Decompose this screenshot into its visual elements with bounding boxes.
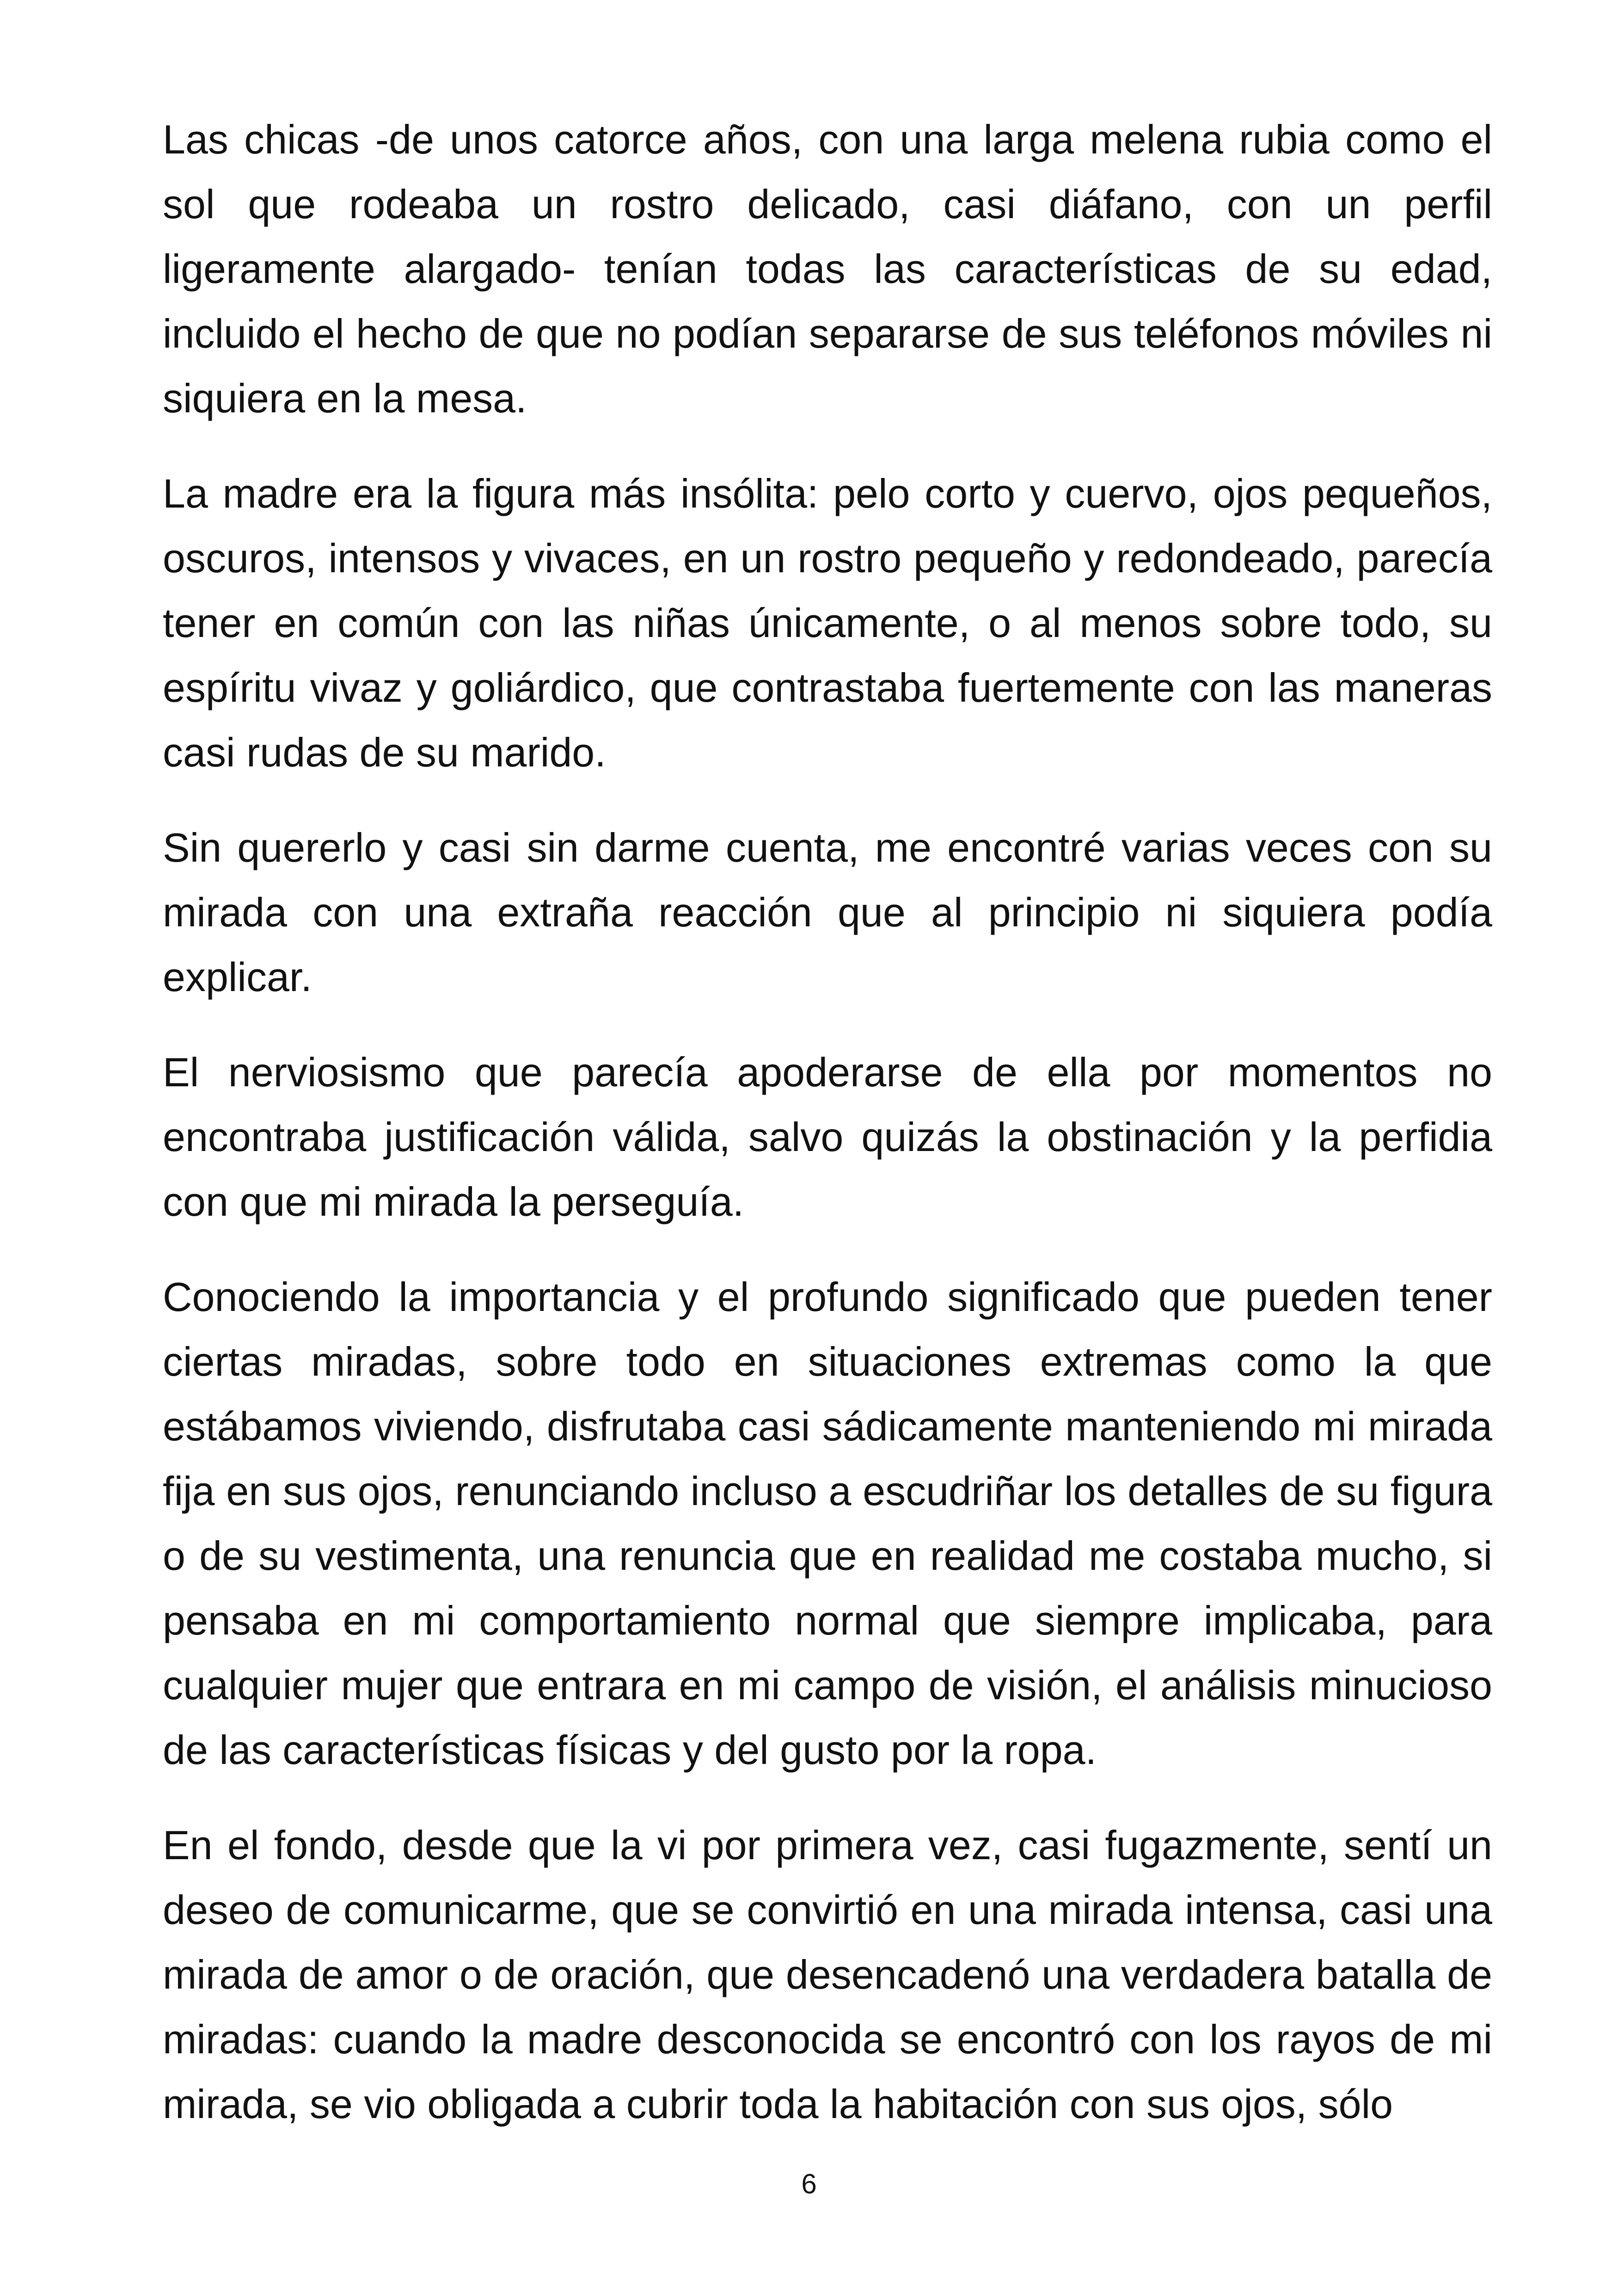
paragraph-2: La madre era la figura más insólita: pelo corto y cuervo, ojos pequeños, oscuros, intensos y vivaces, en un rostro pequeño y redondeado, parecía tener en común con las niñas únicamente, o al menos sobre todo, su espíritu vivaz y goliárdico, que contrastaba fuertemente con las maneras casi rudas de su marido. [163,471,1492,775]
paragraph-3: Sin quererlo y casi sin darme cuenta, me encontré varias veces con su mirada con una extraña reacción que al principio ni siquiera podía explicar. [163,825,1492,1000]
paragraph-1: Las chicas -de unos catorce años, con una larga melena rubia como el sol que rodeaba un rostro delicado, casi diáfano, con un perfil ligeramente alargado- tenían todas las características de su edad, incluido el hecho de que no podían separarse de sus teléfonos móviles ni siquiera en la mesa. [163,116,1492,421]
paragraph-4: El nerviosismo que parecía apoderarse de ella por momentos no encontraba justificación válida, salvo quizás la obstinación y la perfidia con que mi mirada la perseguía. [163,1049,1492,1225]
paragraph-5: Conociendo la importancia y el profundo significado que pueden tener ciertas miradas, sobre todo en situaciones extremas como la que estábamos viviendo, disfrutaba casi sádicamente manteniendo mi mirada fija en sus ojos, renunciando incluso a escudriñar los detalles de su figura o de su vestimenta, una renuncia que en realidad me costaba mucho, si pensaba en mi comportamiento normal que siempre implicaba, para cualquier mujer que entrara en mi campo de visión, el análisis minucioso de las características físicas y del gusto por la ropa. [163,1274,1492,1773]
page-number: 6 [801,2168,817,2199]
body-text [163,107,1492,2167]
paragraph-6: En el fondo, desde que la vi por primera vez, casi fugazmente, sentí un deseo de comunicarme, que se convirtió en una mirada intensa, casi una mirada de amor o de oración, que desencadenó una verdadera batalla de miradas: cuando la madre desconocida se encontró con los rayos de mi mirada, se vio obligada a cubrir toda la habitación con sus ojos, sólo [163,1822,1492,2127]
